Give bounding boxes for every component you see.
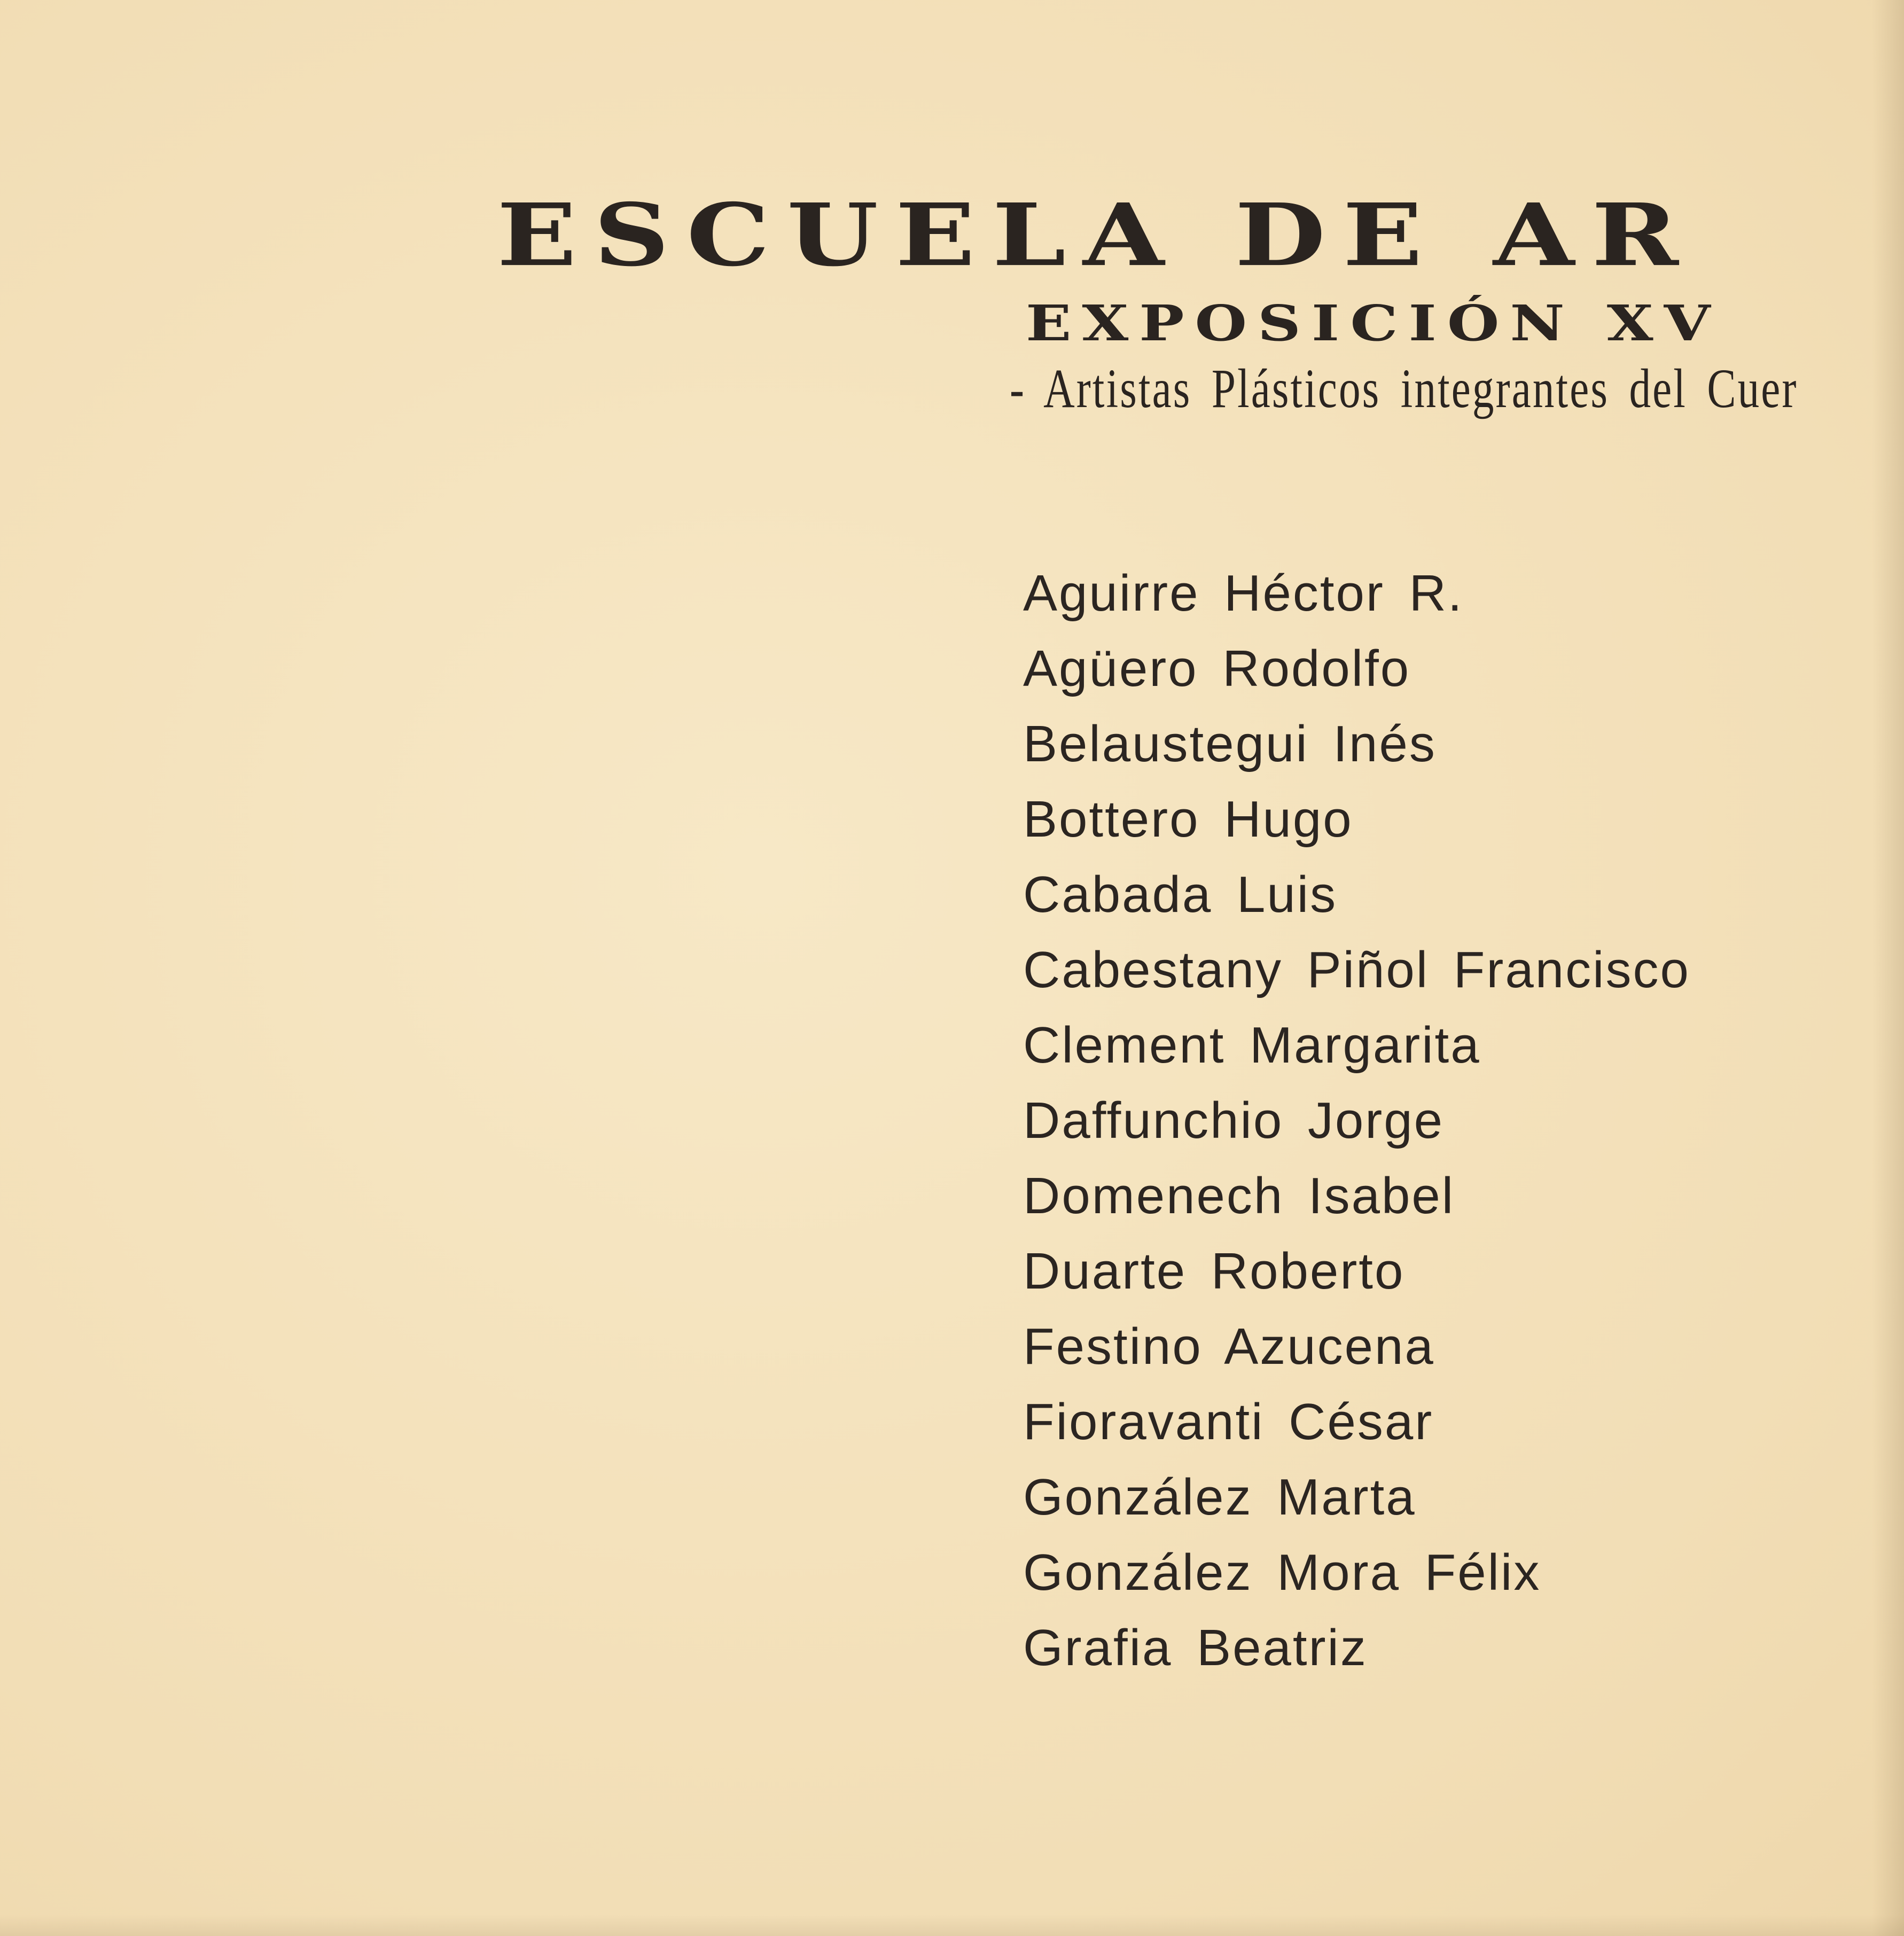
artist-name: Aguirre Héctor R. bbox=[1023, 565, 1464, 622]
artist-name: Duarte Roberto bbox=[1023, 1243, 1405, 1300]
exhibition-subtitle: EXPOSICIÓN XV bbox=[1026, 294, 1721, 353]
artist-name: Bottero Hugo bbox=[1023, 791, 1353, 848]
artist-name: Festino Azucena bbox=[1023, 1318, 1435, 1375]
artist-name: Fioravanti César bbox=[1023, 1393, 1434, 1450]
artist-name: González Marta bbox=[1023, 1469, 1416, 1526]
artist-name: Clement Margarita bbox=[1023, 1017, 1481, 1074]
page-edge-shadow bbox=[1872, 0, 1904, 1936]
artist-name: Cabestany Piñol Francisco bbox=[1023, 941, 1690, 998]
artist-name: Daffunchio Jorge bbox=[1023, 1092, 1445, 1149]
document-title: ESCUELA DE AR bbox=[497, 185, 1696, 286]
artist-name: Domenech Isabel bbox=[1023, 1167, 1455, 1224]
artist-name-list bbox=[1023, 556, 1690, 1685]
artist-name: Belaustegui Inés bbox=[1023, 715, 1437, 772]
artist-name: Grafia Beatriz bbox=[1023, 1619, 1368, 1676]
artist-name: Agüero Rodolfo bbox=[1023, 640, 1411, 697]
page-bottom-shadow bbox=[0, 1915, 1904, 1936]
artist-name: Cabada Luis bbox=[1023, 866, 1338, 923]
artist-name: González Mora Félix bbox=[1023, 1544, 1541, 1601]
artists-tagline: - Artistas Plásticos integrantes del Cuer bbox=[1010, 358, 1798, 419]
